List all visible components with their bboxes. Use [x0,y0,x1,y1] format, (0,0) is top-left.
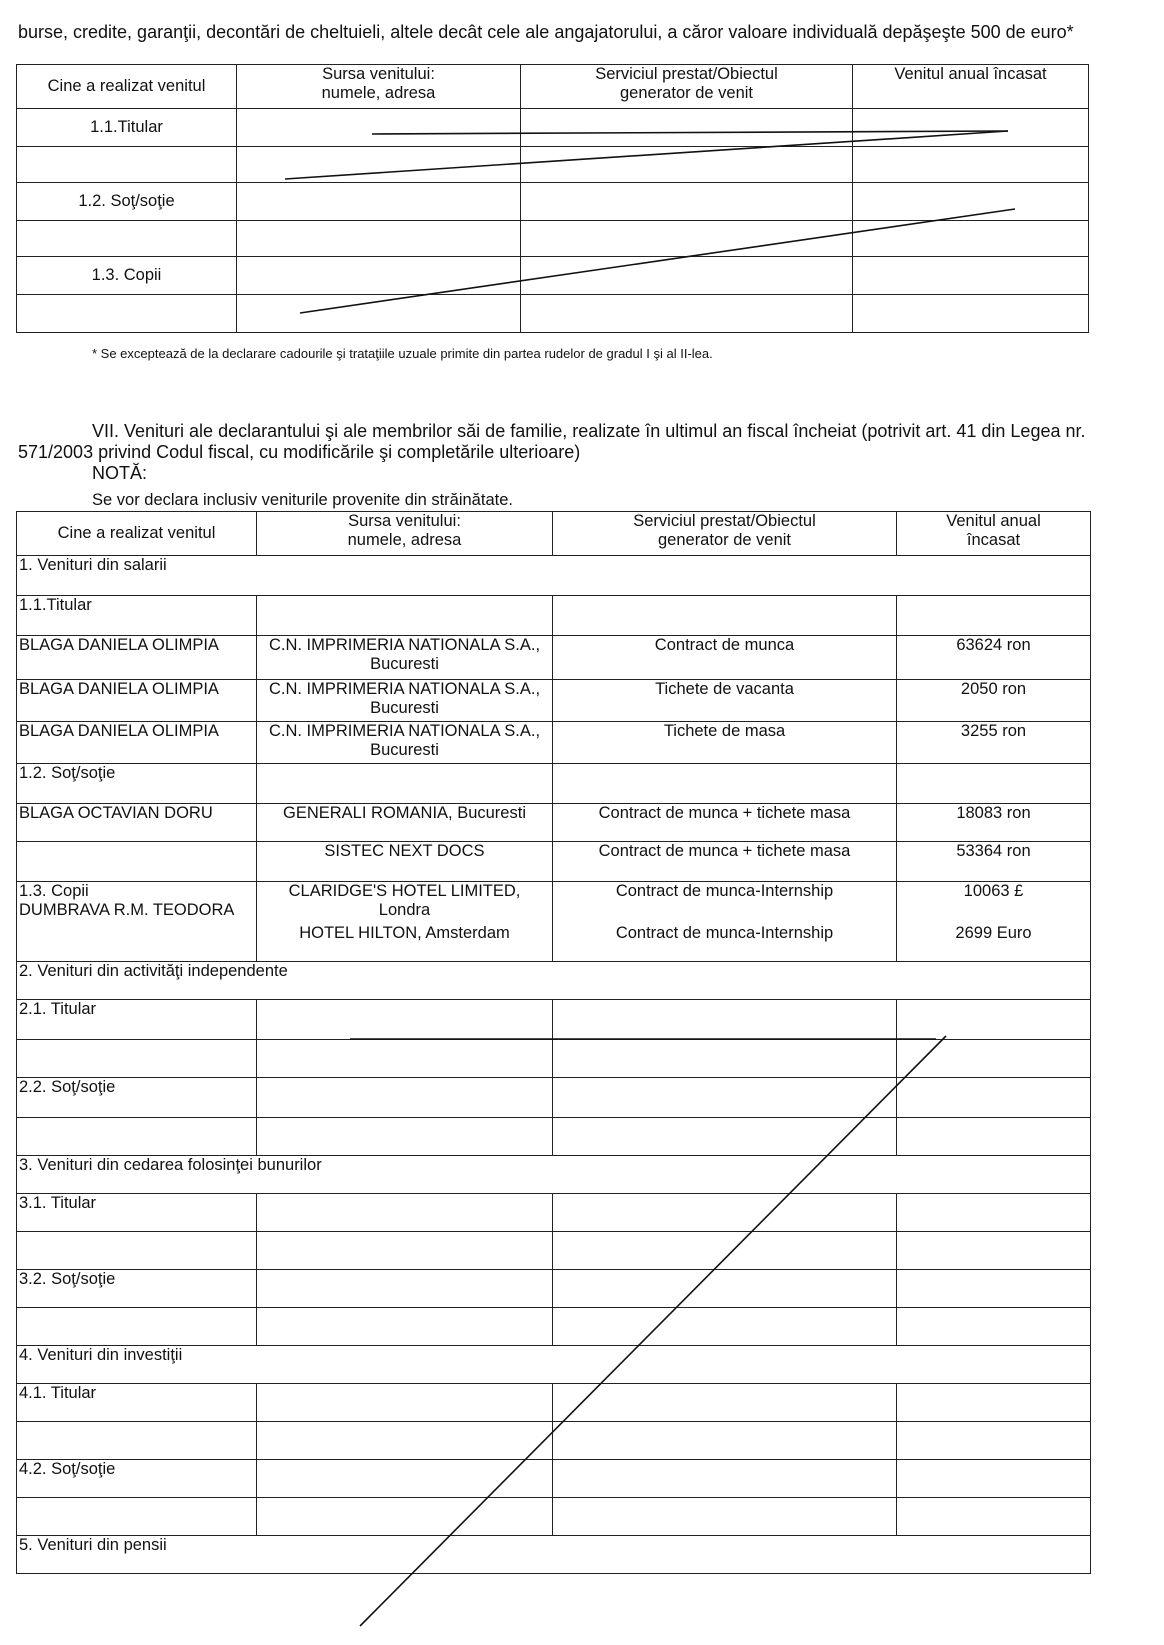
sub-titular: 1.1.Titular [17,596,257,636]
income-who: BLAGA DANIELA OLIMPIA [17,680,257,722]
cell [257,1422,553,1460]
cell [553,1118,897,1156]
header-service: Serviciul prestat/Obiectul generator de venit [553,512,897,556]
sub-spouse: 4.2. Soţ/soţie [17,1460,257,1498]
income-who [17,842,257,882]
cell [17,1308,257,1346]
header-income: Venitul anual încasat [853,65,1089,109]
cell [897,1040,1091,1078]
cell [897,1422,1091,1460]
cell [553,1460,897,1498]
income-amount: 18083 ron [897,804,1091,842]
cell [553,1498,897,1536]
cell [257,1040,553,1078]
sub-spouse: 3.2. Soţ/soţie [17,1270,257,1308]
section-investments: 4. Venituri din investiţii [17,1346,1091,1384]
row-label-spouse: 1.2. Soţ/soţie [17,183,237,221]
income-source: C.N. IMPRIMERIA NATIONALA S.A., Bucuresti [257,722,553,764]
cell [257,764,553,804]
cell [521,183,853,221]
cell [17,147,237,183]
cell [553,1384,897,1422]
cell [853,295,1089,333]
cell [553,1078,897,1118]
income-who [17,924,257,962]
cell [257,1078,553,1118]
cell [897,1384,1091,1422]
income-amount: 2699 Euro [897,924,1091,962]
section-independent: 2. Venituri din activităţi independente [17,962,1091,1000]
cell [897,1194,1091,1232]
cell [521,295,853,333]
section-pensions: 5. Venituri din pensii [17,1536,1091,1574]
cell [17,1422,257,1460]
cell [853,183,1089,221]
cell [257,1384,553,1422]
income-amount: 10063 £ [897,882,1091,924]
cell [17,1232,257,1270]
cell [897,764,1091,804]
cell [897,1460,1091,1498]
footnote: * Se exceptează de la declarare cadourile şi trataţiile uzuale primite din partea rudelor de gradul I şi al II-lea. [92,346,713,361]
income-service: Contract de munca [553,636,897,680]
cell [17,1040,257,1078]
cell [17,1118,257,1156]
income-who: BLAGA OCTAVIAN DORU [17,804,257,842]
income-service: Contract de munca + tichete masa [553,842,897,882]
gifts-table [16,64,1089,333]
income-source: GENERALI ROMANIA, Bucuresti [257,804,553,842]
cell [897,1498,1091,1536]
cell [853,221,1089,257]
cell [257,1460,553,1498]
income-table [16,511,1091,1574]
cell [257,1118,553,1156]
header-service: Serviciul prestat/Obiectul generator de venit [521,65,853,109]
income-amount: 63624 ron [897,636,1091,680]
income-who: 1.3. Copii DUMBRAVA R.M. TEODORA [17,882,257,924]
header-source: Sursa venitului: numele, adresa [237,65,521,109]
cell [257,1308,553,1346]
income-service: Tichete de vacanta [553,680,897,722]
income-service: Contract de munca-Internship [553,882,897,924]
cell [897,1232,1091,1270]
row-label-titular: 1.1.Titular [17,109,237,147]
income-service: Contract de munca-Internship [553,924,897,962]
cell [17,1498,257,1536]
cell [897,1000,1091,1040]
income-source: C.N. IMPRIMERIA NATIONALA S.A., Bucuresti [257,636,553,680]
cell [897,1308,1091,1346]
cell [553,1194,897,1232]
cell [237,257,521,295]
sub-spouse: 2.2. Soţ/soţie [17,1078,257,1118]
sub-titular: 2.1. Titular [17,1000,257,1040]
cell [257,1498,553,1536]
cell [237,221,521,257]
cell [553,1232,897,1270]
cell [897,1118,1091,1156]
income-amount: 2050 ron [897,680,1091,722]
cell [553,1422,897,1460]
row-label-children: 1.3. Copii [17,257,237,295]
income-amount: 3255 ron [897,722,1091,764]
section-heading: VII. Venituri ale declarantului şi ale membrilor săi de familie, realizate în ultimul an fiscal încheiat (potrivit art. 41 din Legea nr. 571/2003 privind Codul fiscal, cu modificările şi completările ulterioare) [18,421,1086,462]
sub-titular: 4.1. Titular [17,1384,257,1422]
cell [257,1232,553,1270]
income-who: BLAGA DANIELA OLIMPIA [17,636,257,680]
income-who: BLAGA DANIELA OLIMPIA [17,722,257,764]
cell [897,1078,1091,1118]
cell [897,596,1091,636]
cell [17,221,237,257]
income-service: Tichete de masa [553,722,897,764]
section-salaries: 1. Venituri din salarii [17,556,1091,596]
income-source: SISTEC NEXT DOCS [257,842,553,882]
header-who: Cine a realizat venitul [17,512,257,556]
cell [853,147,1089,183]
cell [257,596,553,636]
nota-label: NOTĂ: [92,463,148,483]
cell [553,764,897,804]
cell [853,109,1089,147]
income-service: Contract de munca + tichete masa [553,804,897,842]
cell [237,109,521,147]
cell [237,147,521,183]
section-rental: 3. Venituri din cedarea folosinţei bunurilor [17,1156,1091,1194]
income-amount: 53364 ron [897,842,1091,882]
cell [257,1194,553,1232]
cell [553,1000,897,1040]
header-source: Sursa venitului: numele, adresa [257,512,553,556]
cell [553,596,897,636]
cell [521,109,853,147]
cell [237,183,521,221]
cell [521,257,853,295]
income-source: C.N. IMPRIMERIA NATIONALA S.A., Bucuresti [257,680,553,722]
cell [553,1040,897,1078]
cell [521,147,853,183]
cell [237,295,521,333]
cell [553,1308,897,1346]
cell [257,1000,553,1040]
income-source: CLARIDGE'S HOTEL LIMITED, Londra [257,882,553,924]
sub-titular: 3.1. Titular [17,1194,257,1232]
cell [897,1270,1091,1308]
cell [553,1270,897,1308]
header-who: Cine a realizat venitul [17,65,237,109]
income-source: HOTEL HILTON, Amsterdam [257,924,553,962]
cell [257,1270,553,1308]
cell [521,221,853,257]
cell [17,295,237,333]
sub-spouse: 1.2. Soţ/soţie [17,764,257,804]
header-income: Venitul anual încasat [897,512,1091,556]
intro-text: burse, credite, garanţii, decontări de cheltuieli, altele decât cele ale angajatorului, a căror valoare individuală depăşeşte 500 de euro* [18,22,1074,42]
nota-text: Se vor declara inclusiv veniturile provenite din străinătate. [92,491,513,509]
cell [853,257,1089,295]
